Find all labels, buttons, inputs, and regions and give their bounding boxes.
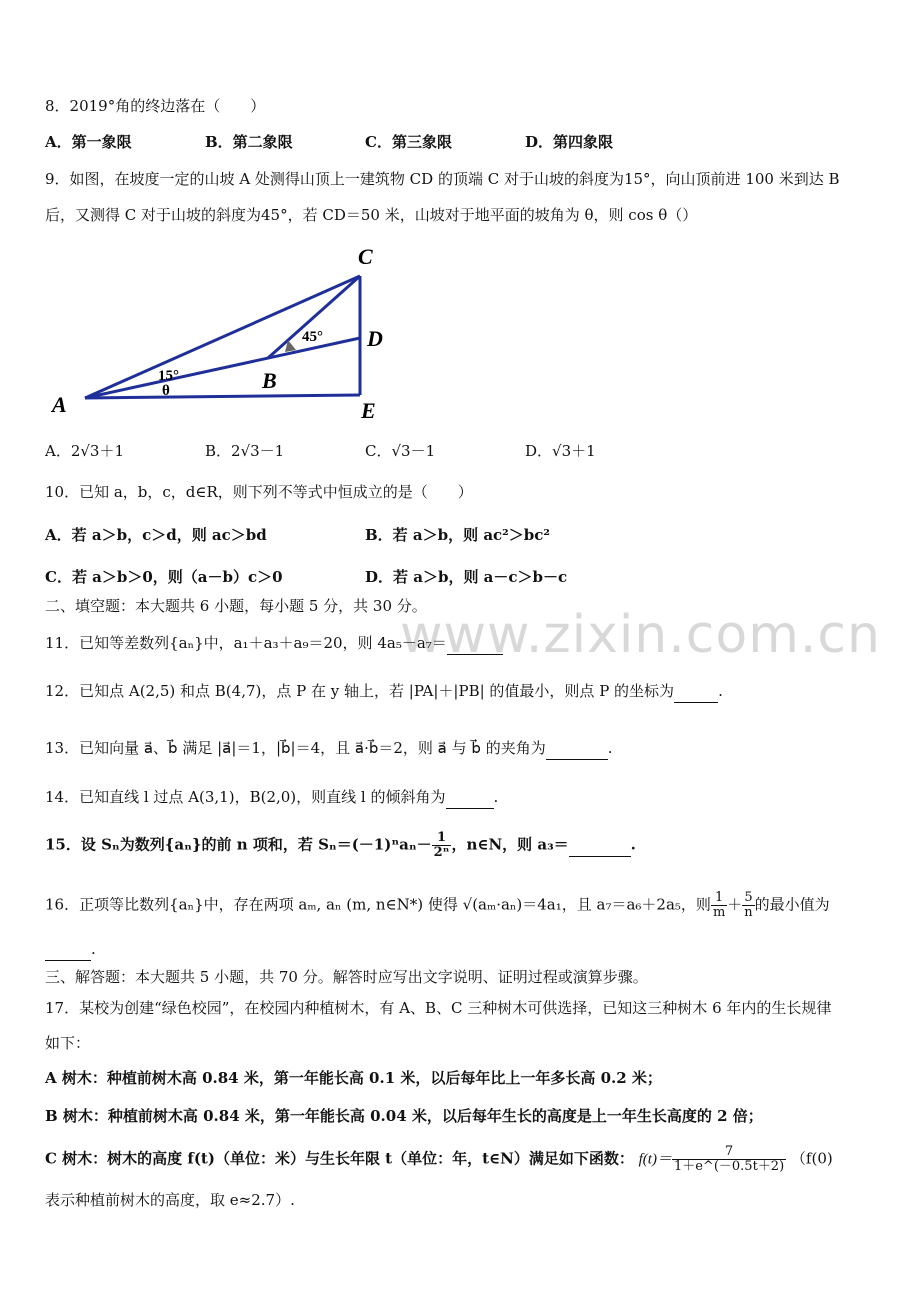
section-3-heading: 三、解答题：本大题共 5 小题，共 70 分。解答时应写出文字说明、证明过程或演算步骤。 [45,968,648,986]
q16-frac2-num: 5 [742,891,754,906]
q16-frac1-num: 1 [711,891,727,906]
q9-stem-line1: 9．如图，在坡度一定的山坡 A 处测得山顶上一建筑物 CD 的顶端 C 对于山坡的斜度为15°，向山顶前进 100 米到达 B [45,170,840,188]
label-b: B [262,368,277,393]
q9-figure [0,240,920,430]
q9-option-d: D．√3＋1 [525,442,596,460]
line-ae [85,395,360,398]
q9-option-c: C．√3－1 [365,442,436,460]
q8-option-b: B．第二象限 [205,133,293,151]
label-a: A [52,392,67,417]
label-angle-15: 15° [158,368,179,384]
q15-text2: ，n∈N，则 a₃＝ [451,835,569,854]
q10-option-d: D．若 a＞b，则 a－c＞b－c [365,568,568,586]
label-c: C [358,244,373,269]
q16-fraction-1 [711,891,727,920]
q15-end: . [630,835,636,854]
q9-option-a: A．2√3＋1 [45,442,125,460]
q10-option-c: C．若 a＞b＞0，则（a－b）c＞0 [45,568,283,586]
q15-frac-den: 2ⁿ [433,845,450,860]
q14-answer-blank [446,786,494,809]
q16-plus: ＋ [727,895,743,914]
q13-answer-blank [546,737,608,760]
q11-answer-blank [447,632,503,655]
q17-tree-b: B 树木：种植前树木高 0.84 米，第一年能长高 0.04 米，以后每年生长的高度是上一年生长高度的 2 倍； [45,1107,763,1125]
q15-frac-num: 1 [432,831,452,846]
q12-text: 12．已知点 A(2,5) 和点 B(4,7)，点 P 在 y 轴上，若 |PA|＋|PB| 的值最小，则点 P 的坐标为 [45,682,675,700]
q17-last-line: 表示种植前树木的高度，取 e≈2.7）. [45,1191,295,1209]
q16-text1: 16．正项等比数列{aₙ}中，存在两项 aₘ, aₙ (m, n∈N*) 使得 √(aₘ·aₙ)＝4a₁，且 a₇＝a₆＋2a₅，则 [45,895,711,914]
q13 [45,737,612,760]
label-theta: θ [162,383,170,399]
label-d: D [367,326,383,351]
line-ad [85,338,360,398]
q16-frac1-den: m [712,905,726,920]
q17-frac-den: 1＋e^(－0.5t＋2) [673,1159,785,1174]
q12 [45,680,723,703]
q17-stem-line1: 17．某校为创建“绿色校园”，在校园内种植树木，有 A、B、C 三种树木可供选择，已知这三种树木 6 年内的生长规律 [45,999,832,1017]
q17-stem-line2: 如下： [45,1034,91,1052]
q11 [45,632,503,655]
q17-tree-c-text: C 树木：树木的高度 f(t)（单位：米）与生长年限 t（单位：年，t∈N）满足如下函数： [45,1149,634,1168]
q8-option-c: C．第三象限 [365,133,452,151]
label-e: E [361,398,376,423]
q17-frac-num: 7 [672,1145,786,1160]
q10-option-b: B．若 a＞b，则 ac²＞bc² [365,526,550,544]
q15-answer-blank [569,834,631,857]
label-angle-45: 45° [302,329,323,345]
section-2-heading: 二、填空题：本大题共 6 小题，每小题 5 分，共 30 分。 [45,597,427,615]
q17-tree-a: A 树木：种植前树木高 0.84 米，第一年能长高 0.1 米，以后每年比上一年多长高 0.2 米； [45,1069,662,1087]
q15-text1: 15．设 Sₙ为数列{aₙ}的前 n 项和，若 Sₙ＝(－1)ⁿaₙ－ [45,835,432,854]
q8-stem: 8．2019°角的终边落在（ ） [45,97,266,115]
watermark: www.zixin.com.cn [400,605,881,665]
q17-tree-c [45,1145,833,1174]
q9-option-b: B．2√3－1 [205,442,285,460]
q16-frac2-den: n [744,905,753,920]
q14-text: 14．已知直线 l 过点 A(3,1)，B(2,0)，则直线 l 的倾斜角为 [45,788,446,806]
q14 [45,786,498,809]
q16-answer-blank [45,938,91,961]
q12-end: . [718,682,723,700]
q16 [45,891,830,920]
q16-fraction-2 [742,891,754,920]
q16-end: . [91,940,96,958]
line-bc [268,276,360,358]
q15-fraction [432,831,452,860]
q8-option-a: A．第一象限 [45,133,132,151]
q15 [45,831,636,860]
q13-text: 13．已知向量 a⃗、b⃗ 满足 |a⃗|＝1，|b⃗|＝4，且 a⃗·b⃗＝2，则 a⃗ 与 b⃗ 的夹角为 [45,739,546,757]
q10-stem: 10．已知 a，b，c，d∈R，则下列不等式中恒成立的是（ ） [45,483,473,501]
q17-fx-label: f(t)＝ [638,1151,672,1168]
q10-option-a: A．若 a＞b，c＞d，则 ac＞bd [45,526,267,544]
q9-stem-line2: 后，又测得 C 对于山坡的斜度为45°，若 CD＝50 米，山坡对于地平面的坡角为 θ，则 cos θ（） [45,206,698,224]
q11-text: 11．已知等差数列{aₙ}中，a₁＋a₃＋a₉＝20，则 4a₅－a₇＝ [45,634,447,652]
q14-end: . [493,788,499,806]
q13-end: . [607,739,613,757]
q8-option-d: D．第四象限 [525,133,614,151]
q17-tree-c-tail: （f(0) [790,1149,833,1168]
q16-answer-line [45,938,96,961]
q17-fraction [672,1145,786,1174]
q12-answer-blank [674,680,718,703]
q16-text2: 的最小值为 [754,895,830,914]
